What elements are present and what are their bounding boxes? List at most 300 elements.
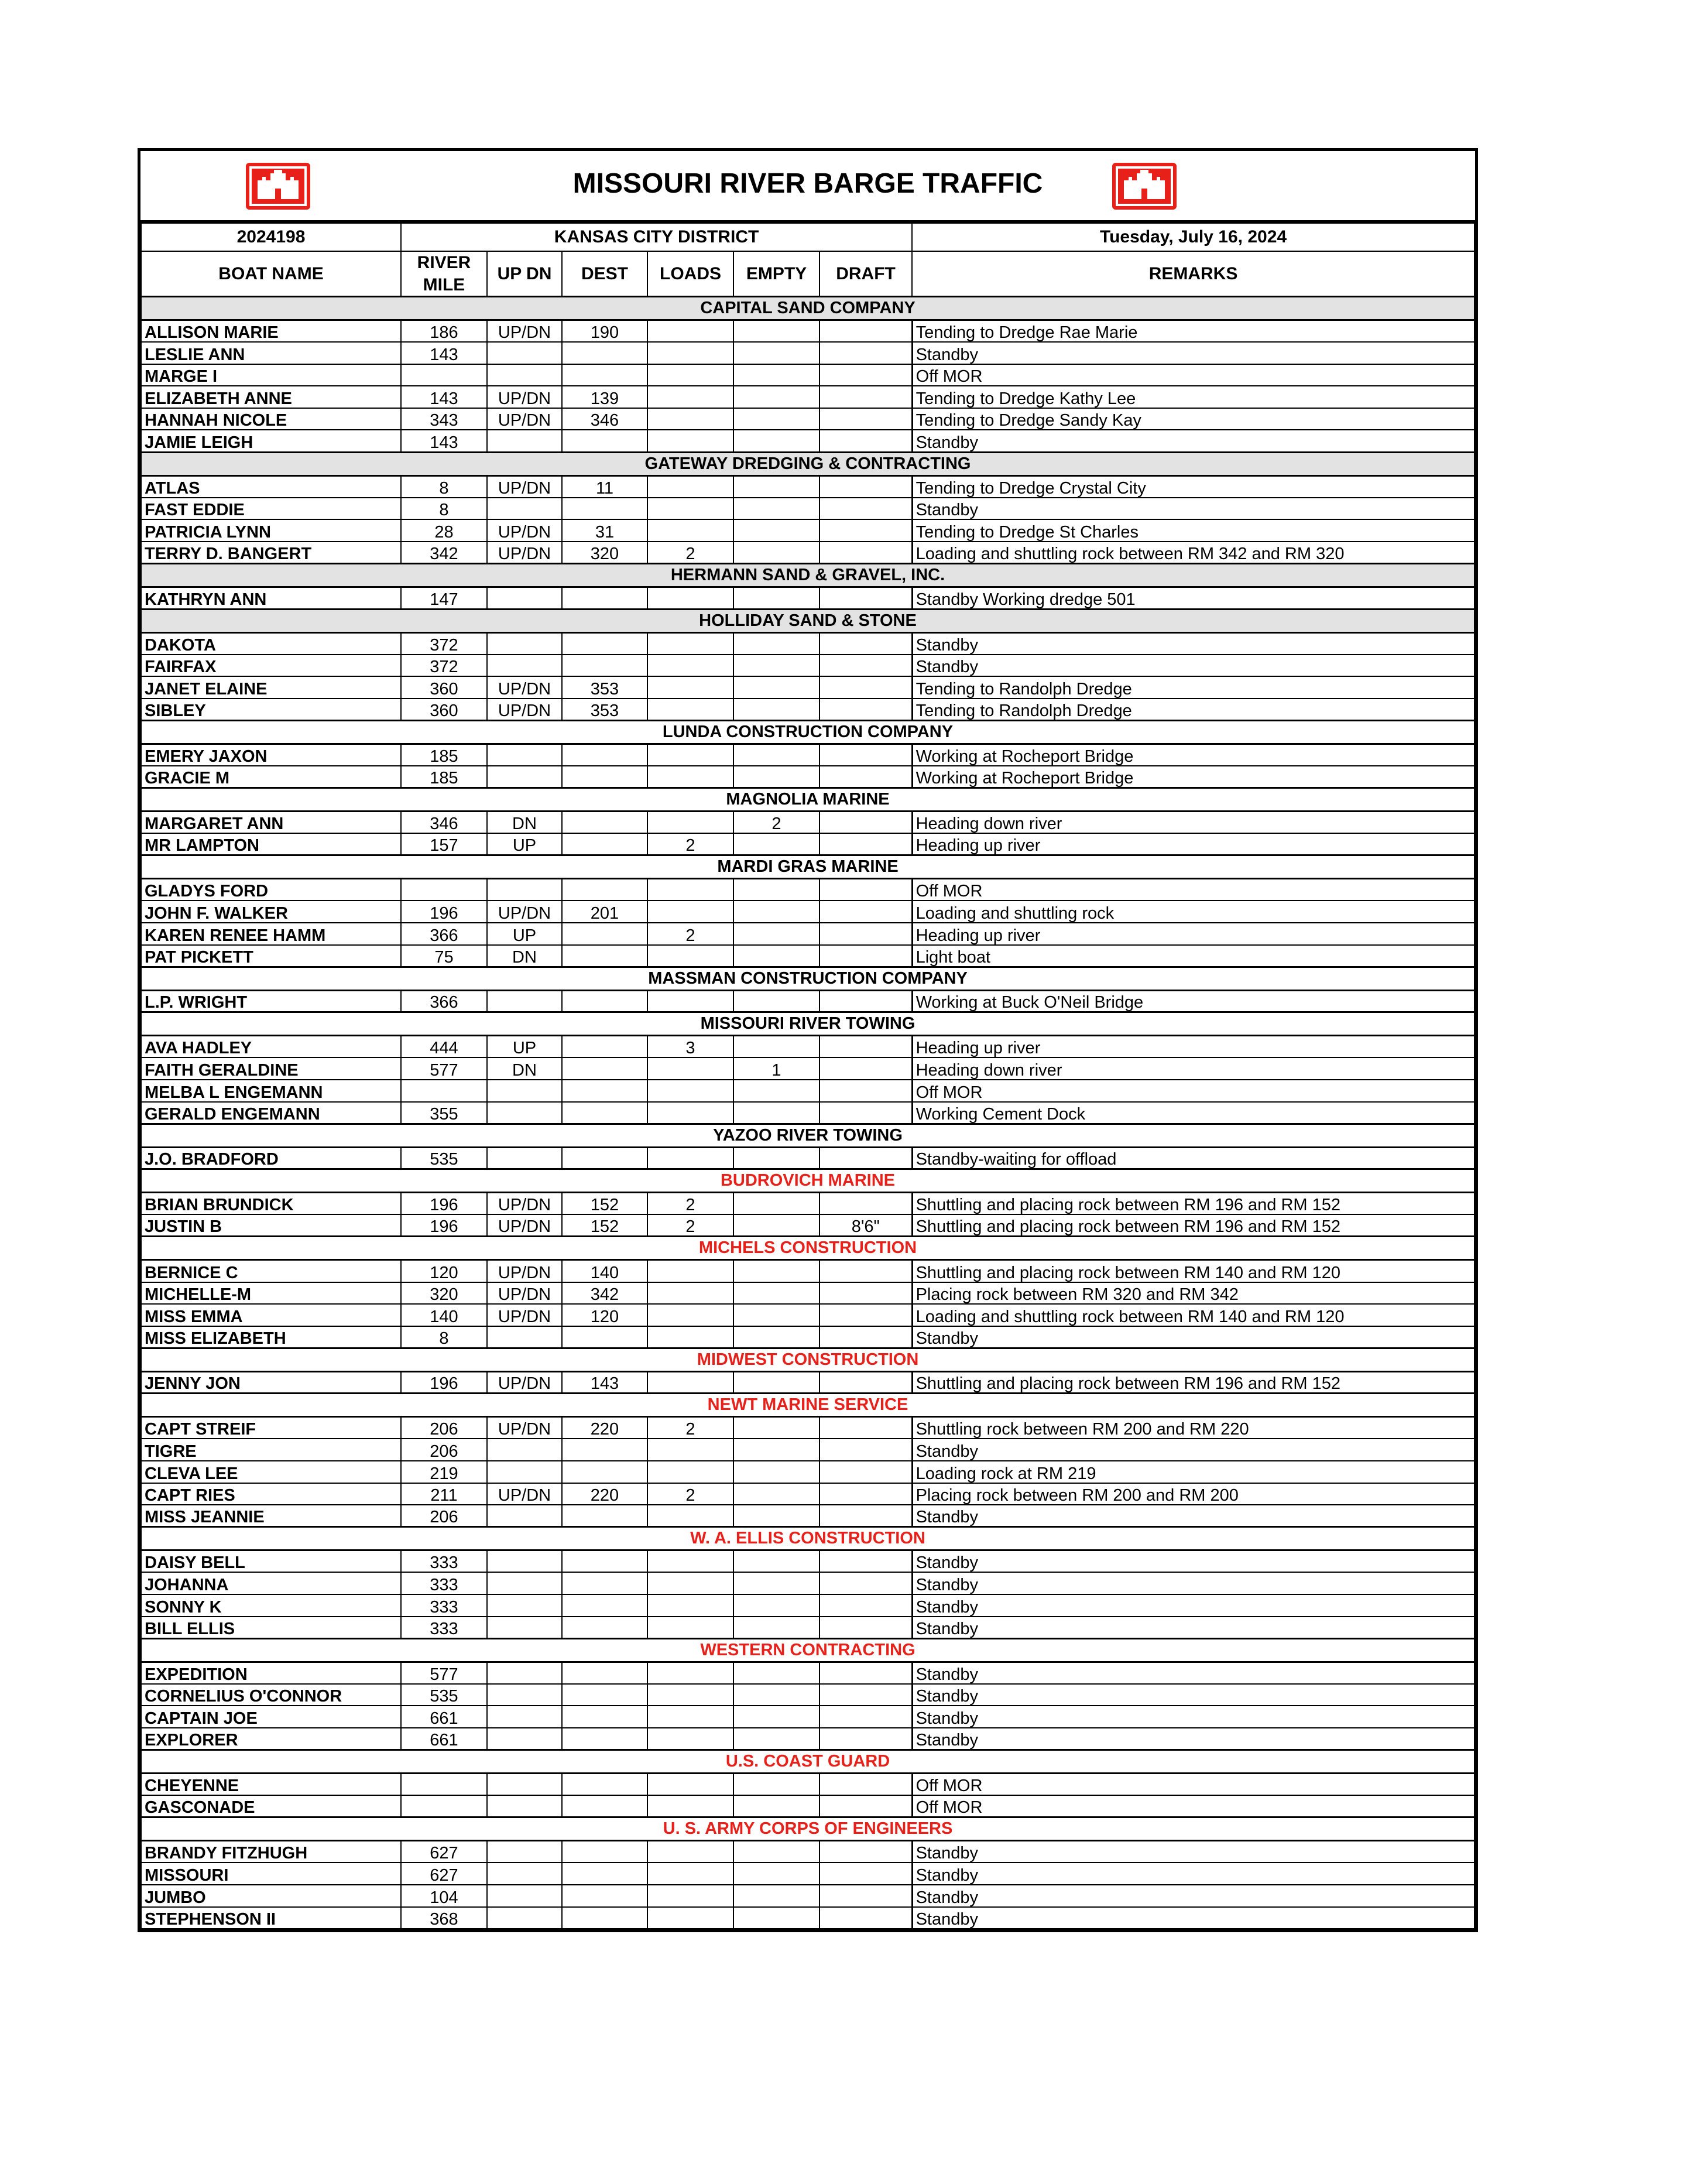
company-header-row [141,1527,1475,1550]
loads [647,766,733,788]
column-header-row [141,251,1475,297]
barge-table [140,222,1475,1929]
remarks: Working at Rocheport Bridge [912,744,1475,766]
direction: UP/DN [487,320,562,343]
boat-name: FAITH GERALDINE [141,1057,401,1080]
draft [820,430,912,452]
direction [487,1439,562,1461]
loads [647,386,733,408]
remarks: Off MOR [912,364,1475,386]
empty [733,1036,820,1058]
loads [647,901,733,923]
loads [647,498,733,520]
boat-name: MISS EMMA [141,1304,401,1326]
header-boat-name: BOAT NAME [141,251,401,297]
river-mile: 120 [401,1260,487,1282]
destination [562,632,647,655]
loads: 2 [647,1193,733,1215]
empty [733,1371,820,1394]
remarks: Standby [912,498,1475,520]
boat-row [141,342,1475,364]
loads [647,1594,733,1617]
river-mile: 333 [401,1572,487,1594]
empty [733,1304,820,1326]
company-header-row [141,855,1475,879]
empty [733,1326,820,1348]
remarks: Standby [912,1706,1475,1728]
destination [562,587,647,609]
river-mile: 206 [401,1417,487,1439]
empty [733,1863,820,1885]
company-header-row [141,1012,1475,1036]
destination: 346 [562,408,647,430]
direction [487,1326,562,1348]
company-name: HOLLIDAY SAND & STONE [141,609,1475,632]
boat-row [141,1885,1475,1907]
boat-name: J.O. BRADFORD [141,1147,401,1169]
empty [733,1260,820,1282]
remarks: Standby [912,342,1475,364]
company-name: LUNDA CONSTRUCTION COMPANY [141,720,1475,744]
empty [733,699,820,721]
company-header-row [141,1124,1475,1147]
direction: DN [487,1057,562,1080]
draft [820,1706,912,1728]
direction [487,1863,562,1885]
draft [820,1102,912,1124]
river-mile: 333 [401,1594,487,1617]
empty [733,833,820,855]
empty [733,498,820,520]
remarks: Standby [912,1885,1475,1907]
river-mile: 147 [401,587,487,609]
remarks: Standby [912,1617,1475,1639]
remarks: Heading down river [912,1057,1475,1080]
direction: DN [487,945,562,967]
destination [562,364,647,386]
boat-name: ALLISON MARIE [141,320,401,343]
company-name: U. S. ARMY CORPS OF ENGINEERS [141,1817,1475,1841]
header-dest: DEST [562,251,647,297]
boat-name: MR LAMPTON [141,833,401,855]
loads [647,990,733,1012]
draft [820,655,912,677]
river-mile: 333 [401,1550,487,1573]
draft [820,1417,912,1439]
company-header-row [141,1817,1475,1841]
boat-name: CAPT RIES [141,1483,401,1505]
boat-row [141,1371,1475,1394]
river-mile: 372 [401,655,487,677]
remarks: Standby [912,1594,1475,1617]
boat-row [141,475,1475,498]
river-mile: 444 [401,1036,487,1058]
boat-row [141,1774,1475,1796]
destination: 201 [562,901,647,923]
empty [733,1706,820,1728]
direction: UP [487,1036,562,1058]
boat-name: L.P. WRIGHT [141,990,401,1012]
remarks: Heading up river [912,1036,1475,1058]
direction [487,498,562,520]
boat-row [141,1505,1475,1527]
draft [820,1147,912,1169]
direction [487,342,562,364]
remarks: Working at Buck O'Neil Bridge [912,990,1475,1012]
direction: UP/DN [487,699,562,721]
company-header-row [141,452,1475,475]
boat-name: CORNELIUS O'CONNOR [141,1684,401,1706]
river-mile: 28 [401,519,487,542]
draft [820,1193,912,1215]
river-mile [401,1774,487,1796]
remarks: Standby [912,1326,1475,1348]
draft [820,1572,912,1594]
river-mile: 143 [401,342,487,364]
company-name: MAGNOLIA MARINE [141,788,1475,812]
boat-row [141,1417,1475,1439]
empty [733,587,820,609]
boat-name: KAREN RENEE HAMM [141,923,401,945]
boat-row [141,1461,1475,1483]
boat-row [141,632,1475,655]
direction [487,1550,562,1573]
boat-name: BRANDY FITZHUGH [141,1841,401,1863]
direction: UP/DN [487,1417,562,1439]
river-mile: 104 [401,1885,487,1907]
destination: 220 [562,1417,647,1439]
destination: 140 [562,1260,647,1282]
draft [820,1795,912,1817]
direction [487,744,562,766]
company-name: W. A. ELLIS CONSTRUCTION [141,1527,1475,1550]
direction [487,364,562,386]
river-mile: 8 [401,475,487,498]
destination: 143 [562,1371,647,1394]
empty [733,1662,820,1684]
loads [647,1774,733,1796]
destination: 353 [562,676,647,699]
boat-row [141,1617,1475,1639]
direction: UP/DN [487,1483,562,1505]
company-name: MISSOURI RIVER TOWING [141,1012,1475,1036]
boat-row [141,1214,1475,1237]
header-remarks: REMARKS [912,251,1475,297]
boat-name: MISSOURI [141,1863,401,1885]
company-header-row [141,720,1475,744]
river-mile: 661 [401,1706,487,1728]
destination [562,879,647,901]
report-date: Tuesday, July 16, 2024 [912,223,1475,251]
loads [647,408,733,430]
header-empty: EMPTY [733,251,820,297]
boat-row [141,542,1475,564]
destination [562,1505,647,1527]
boat-row [141,587,1475,609]
boat-row [141,1439,1475,1461]
loads [647,1662,733,1684]
loads [647,1147,733,1169]
river-mile [401,1080,487,1102]
boat-name: BILL ELLIS [141,1617,401,1639]
draft [820,1550,912,1573]
remarks: Off MOR [912,1080,1475,1102]
destination [562,1102,647,1124]
direction: UP/DN [487,676,562,699]
empty [733,1684,820,1706]
destination [562,1706,647,1728]
draft [820,1594,912,1617]
empty [733,475,820,498]
boat-row [141,1594,1475,1617]
draft [820,1371,912,1394]
destination [562,1147,647,1169]
boat-row [141,1662,1475,1684]
company-name: MICHELS CONSTRUCTION [141,1237,1475,1260]
company-name: NEWT MARINE SERVICE [141,1394,1475,1417]
river-mile: 342 [401,542,487,564]
empty: 1 [733,1057,820,1080]
empty [733,320,820,343]
direction [487,1795,562,1817]
company-header-row [141,967,1475,990]
empty [733,386,820,408]
direction [487,1102,562,1124]
empty [733,408,820,430]
loads [647,879,733,901]
empty [733,342,820,364]
direction [487,1774,562,1796]
empty [733,676,820,699]
boat-row [141,1304,1475,1326]
river-mile: 196 [401,1214,487,1237]
remarks: Standby [912,1662,1475,1684]
draft [820,342,912,364]
boat-name: MELBA L ENGEMANN [141,1080,401,1102]
loads [647,587,733,609]
direction [487,1617,562,1639]
boat-name: GERALD ENGEMANN [141,1102,401,1124]
loads [647,475,733,498]
destination: 342 [562,1282,647,1305]
boat-row [141,676,1475,699]
loads [647,676,733,699]
draft [820,1304,912,1326]
direction [487,1662,562,1684]
company-name: BUDROVICH MARINE [141,1169,1475,1193]
remarks: Loading and shuttling rock between RM 140 and RM 120 [912,1304,1475,1326]
boat-row [141,1795,1475,1817]
remarks: Shuttling and placing rock between RM 196 and RM 152 [912,1371,1475,1394]
company-header-row [141,1169,1475,1193]
boat-name: TERRY D. BANGERT [141,542,401,564]
empty [733,655,820,677]
empty [733,1572,820,1594]
draft [820,744,912,766]
remarks: Heading up river [912,923,1475,945]
river-mile: 368 [401,1907,487,1929]
empty [733,879,820,901]
boat-row [141,498,1475,520]
river-mile [401,1795,487,1817]
direction [487,766,562,788]
loads [647,1841,733,1863]
destination: 220 [562,1483,647,1505]
corps-castle-logo-icon [1112,163,1177,210]
draft [820,632,912,655]
loads: 2 [647,542,733,564]
remarks: Tending to Dredge Crystal City [912,475,1475,498]
remarks: Standby [912,1684,1475,1706]
header-draft: DRAFT [820,251,912,297]
destination [562,1728,647,1750]
boat-name: DAKOTA [141,632,401,655]
empty [733,1080,820,1102]
loads: 2 [647,833,733,855]
company-header-row [141,297,1475,320]
empty [733,1594,820,1617]
empty [733,1774,820,1796]
destination: 120 [562,1304,647,1326]
draft: 8'6" [820,1214,912,1237]
river-mile: 8 [401,498,487,520]
empty [733,766,820,788]
destination [562,1461,647,1483]
boat-name: PATRICIA LYNN [141,519,401,542]
draft [820,498,912,520]
header-up-dn: UP DN [487,251,562,297]
boat-name: STEPHENSON II [141,1907,401,1929]
draft [820,1260,912,1282]
loads [647,1102,733,1124]
destination [562,342,647,364]
draft [820,833,912,855]
boat-name: BRIAN BRUNDICK [141,1193,401,1215]
loads [647,1505,733,1527]
river-mile: 343 [401,408,487,430]
empty [733,945,820,967]
remarks: Standby [912,1439,1475,1461]
loads [647,1304,733,1326]
destination [562,1080,647,1102]
remarks: Loading rock at RM 219 [912,1461,1475,1483]
header-loads: LOADS [647,251,733,297]
destination [562,1795,647,1817]
boat-name: FAST EDDIE [141,498,401,520]
draft [820,1863,912,1885]
draft [820,1057,912,1080]
company-name: HERMANN SAND & GRAVEL, INC. [141,563,1475,587]
destination [562,766,647,788]
river-mile: 360 [401,699,487,721]
draft [820,901,912,923]
river-mile: 206 [401,1439,487,1461]
boat-row [141,1550,1475,1573]
remarks: Shuttling and placing rock between RM 196 and RM 152 [912,1214,1475,1237]
boat-row [141,1326,1475,1348]
direction: UP [487,923,562,945]
remarks: Heading up river [912,833,1475,855]
draft [820,676,912,699]
remarks: Tending to Dredge St Charles [912,519,1475,542]
boat-name: JANET ELAINE [141,676,401,699]
loads [647,519,733,542]
river-mile: 627 [401,1863,487,1885]
remarks: Standby Working dredge 501 [912,587,1475,609]
loads: 2 [647,923,733,945]
boat-row [141,1483,1475,1505]
remarks: Tending to Randolph Dredge [912,699,1475,721]
direction [487,1728,562,1750]
river-mile: 320 [401,1282,487,1305]
boat-name: EXPLORER [141,1728,401,1750]
destination [562,923,647,945]
direction [487,1147,562,1169]
remarks: Heading down river [912,812,1475,834]
loads [647,342,733,364]
draft [820,1774,912,1796]
boat-name: MARGARET ANN [141,812,401,834]
loads [647,1706,733,1728]
destination: 31 [562,519,647,542]
boat-row [141,879,1475,901]
empty [733,1461,820,1483]
boat-name: CLEVA LEE [141,1461,401,1483]
boat-name: JENNY JON [141,1371,401,1394]
boat-name: JUSTIN B [141,1214,401,1237]
draft [820,1282,912,1305]
destination: 11 [562,475,647,498]
destination [562,1594,647,1617]
empty [733,1417,820,1439]
draft [820,1662,912,1684]
draft [820,1036,912,1058]
direction: UP/DN [487,1214,562,1237]
remarks: Tending to Dredge Rae Marie [912,320,1475,343]
company-name: YAZOO RIVER TOWING [141,1124,1475,1147]
boat-row [141,1260,1475,1282]
boat-name: GRACIE M [141,766,401,788]
draft [820,1617,912,1639]
boat-name: PAT PICKETT [141,945,401,967]
remarks: Standby [912,1550,1475,1573]
river-mile: 577 [401,1662,487,1684]
title-row [140,151,1475,222]
draft [820,1684,912,1706]
draft [820,1461,912,1483]
destination [562,655,647,677]
direction [487,632,562,655]
boat-row [141,430,1475,452]
destination [562,1684,647,1706]
direction [487,655,562,677]
direction [487,1461,562,1483]
draft [820,923,912,945]
remarks: Shuttling and placing rock between RM 140 and RM 120 [912,1260,1475,1282]
river-mile: 8 [401,1326,487,1348]
boat-name: FAIRFAX [141,655,401,677]
company-name: GATEWAY DREDGING & CONTRACTING [141,452,1475,475]
direction: UP/DN [487,901,562,923]
loads [647,812,733,834]
direction [487,587,562,609]
boat-row [141,364,1475,386]
company-name: MIDWEST CONSTRUCTION [141,1348,1475,1371]
company-header-row [141,1348,1475,1371]
river-mile: 535 [401,1684,487,1706]
boat-name: CAPT STREIF [141,1417,401,1439]
destination [562,430,647,452]
